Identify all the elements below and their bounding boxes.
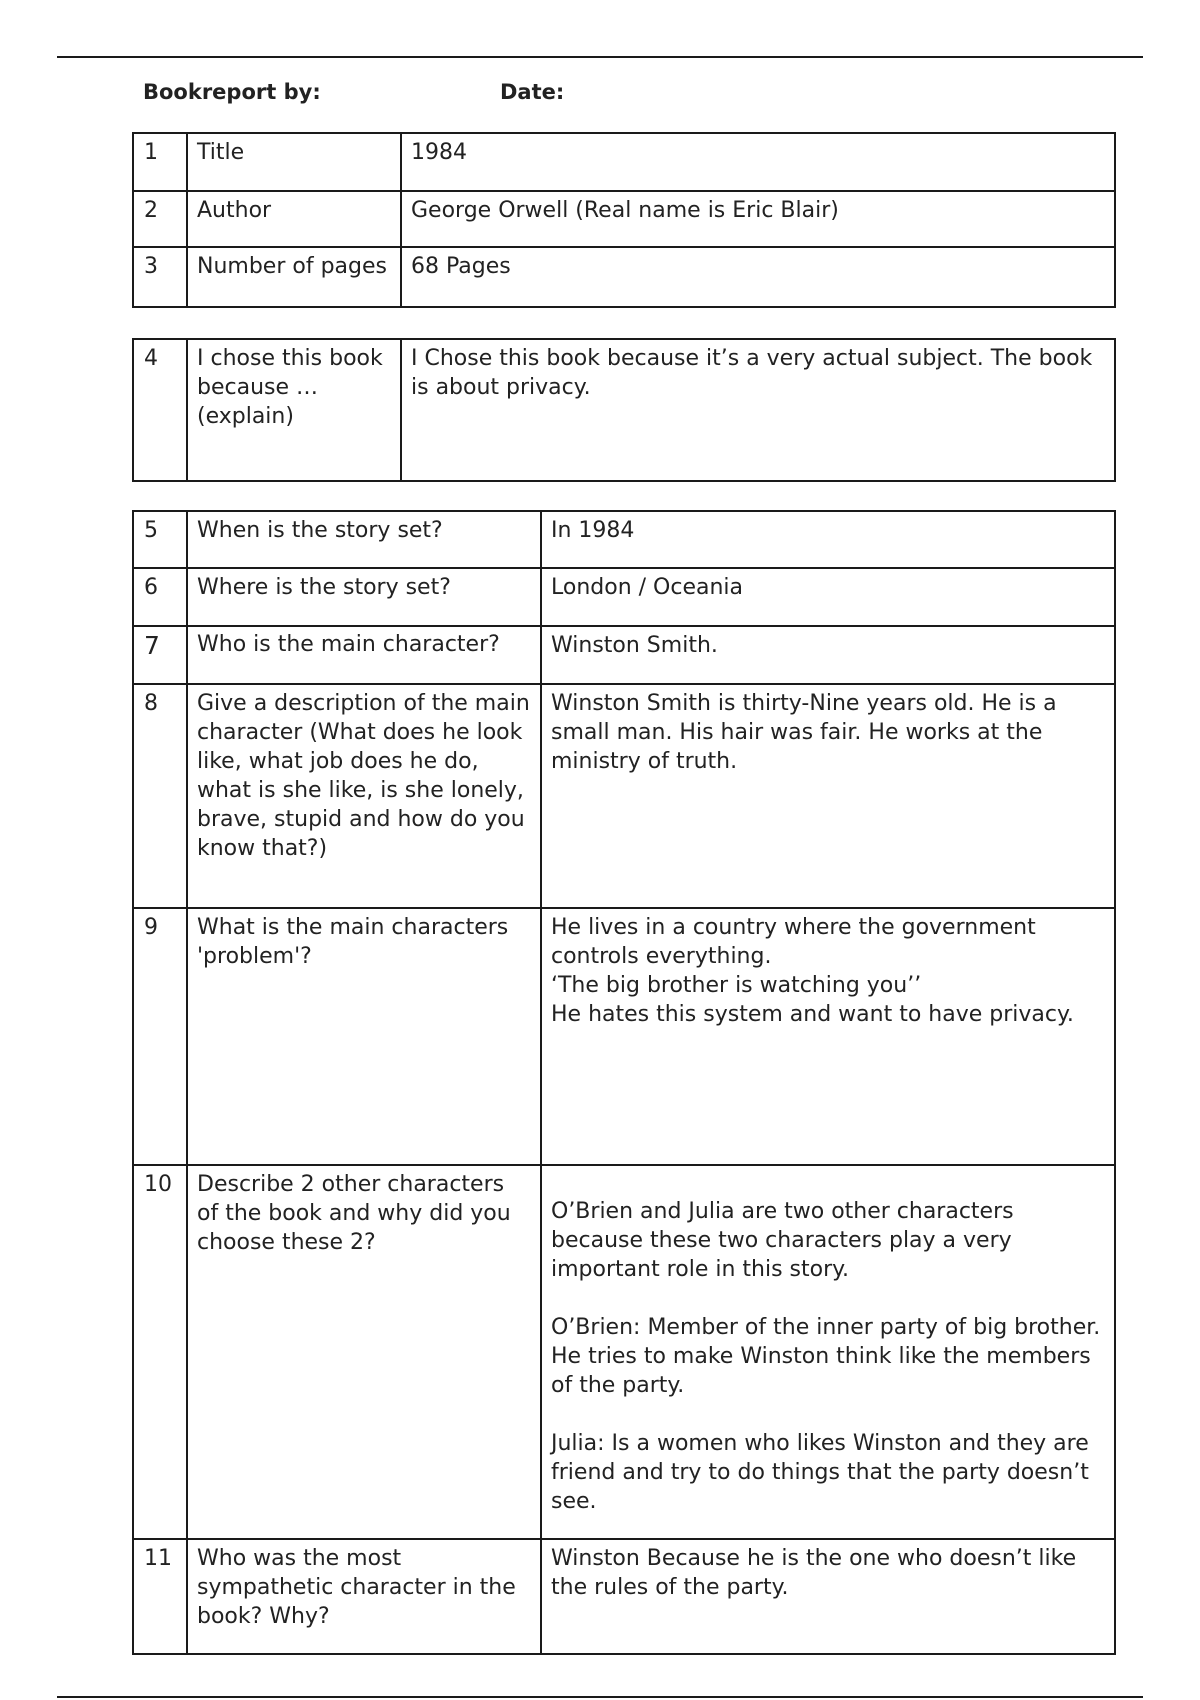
- question-cell: Where is the story set?: [187, 568, 541, 626]
- title-value: 1984: [401, 133, 1115, 191]
- row-number: 11: [133, 1539, 187, 1654]
- answer-cell: Winston Because he is the one who doesn’t like the rules of the party.: [541, 1539, 1115, 1654]
- story-questions-table: [132, 510, 1116, 1655]
- row-number: 2: [133, 191, 187, 247]
- answer-cell: [541, 908, 1115, 1165]
- row-number: 3: [133, 247, 187, 307]
- answer-cell: Winston Smith.: [541, 626, 1115, 684]
- row-label: Author: [187, 191, 401, 247]
- row-number: 1: [133, 133, 187, 191]
- answer-cell: In 1984: [541, 511, 1115, 568]
- row-label: Title: [187, 133, 401, 191]
- row-number: 9: [133, 908, 187, 1165]
- table-row: [133, 908, 1115, 1165]
- table-row-pages: [133, 247, 1115, 307]
- table-row-title: [133, 133, 1115, 191]
- question-cell: Describe 2 other characters of the book and why did you choose these 2?: [187, 1165, 541, 1539]
- author-value: George Orwell (Real name is Eric Blair): [401, 191, 1115, 247]
- row-label: I chose this book because … (explain): [187, 339, 401, 481]
- row-label: Number of pages: [187, 247, 401, 307]
- answer-paragraph: O’Brien and Julia are two other characters because these two characters play a very important role in this story.: [551, 1199, 1014, 1282]
- reason-value: I Chose this book because it’s a very actual subject. The book is about privacy.: [401, 339, 1115, 481]
- row-number: 5: [133, 511, 187, 568]
- row-number: 8: [133, 684, 187, 908]
- question-cell: When is the story set?: [187, 511, 541, 568]
- table-row-reason: [133, 339, 1115, 481]
- answer-cell: London / Oceania: [541, 568, 1115, 626]
- answer-line: He hates this system and want to have privacy.: [551, 1002, 1074, 1027]
- question-cell: Who was the most sympathetic character in the book? Why?: [187, 1539, 541, 1654]
- table-row-author: [133, 191, 1115, 247]
- row-number: 10: [133, 1165, 187, 1539]
- table-row: [133, 626, 1115, 684]
- table-row: [133, 1165, 1115, 1539]
- book-info-table: [132, 132, 1116, 308]
- table-row: [133, 511, 1115, 568]
- bottom-rule: [57, 1696, 1143, 1698]
- question-cell: Give a description of the main character (What does he look like, what job does he do, what is she like, is she lonely, brave, stupid and how do you know that?): [187, 684, 541, 908]
- question-cell: What is the main characters 'problem'?: [187, 908, 541, 1165]
- pages-value: 68 Pages: [401, 247, 1115, 307]
- row-number: 4: [133, 339, 187, 481]
- reason-table: [132, 338, 1116, 482]
- question-cell: Who is the main character?: [187, 626, 541, 684]
- table-row: [133, 568, 1115, 626]
- answer-line: He lives in a country where the government controls everything.: [551, 915, 1036, 969]
- answer-paragraph: O’Brien: Member of the inner party of big brother. He tries to make Winston think like the members of the party.: [551, 1315, 1101, 1398]
- paragraph-gap: [551, 1400, 1105, 1429]
- row-number: 6: [133, 568, 187, 626]
- bookreport-by-label: Bookreport by:: [143, 80, 321, 104]
- table-row: [133, 684, 1115, 908]
- answer-paragraph: Julia: Is a women who likes Winston and they are friend and try to do things that the party doesn’t see.: [551, 1431, 1089, 1514]
- answer-cell: Winston Smith is thirty-Nine years old. He is a small man. His hair was fair. He works at the ministry of truth.: [541, 684, 1115, 908]
- top-rule: [57, 56, 1143, 58]
- answer-line: ‘The big brother is watching you’’: [551, 973, 922, 998]
- answer-cell: [541, 1165, 1115, 1539]
- paragraph-gap: [551, 1284, 1105, 1313]
- row-number: 7: [133, 626, 187, 684]
- table-row: [133, 1539, 1115, 1654]
- date-label: Date:: [500, 80, 565, 104]
